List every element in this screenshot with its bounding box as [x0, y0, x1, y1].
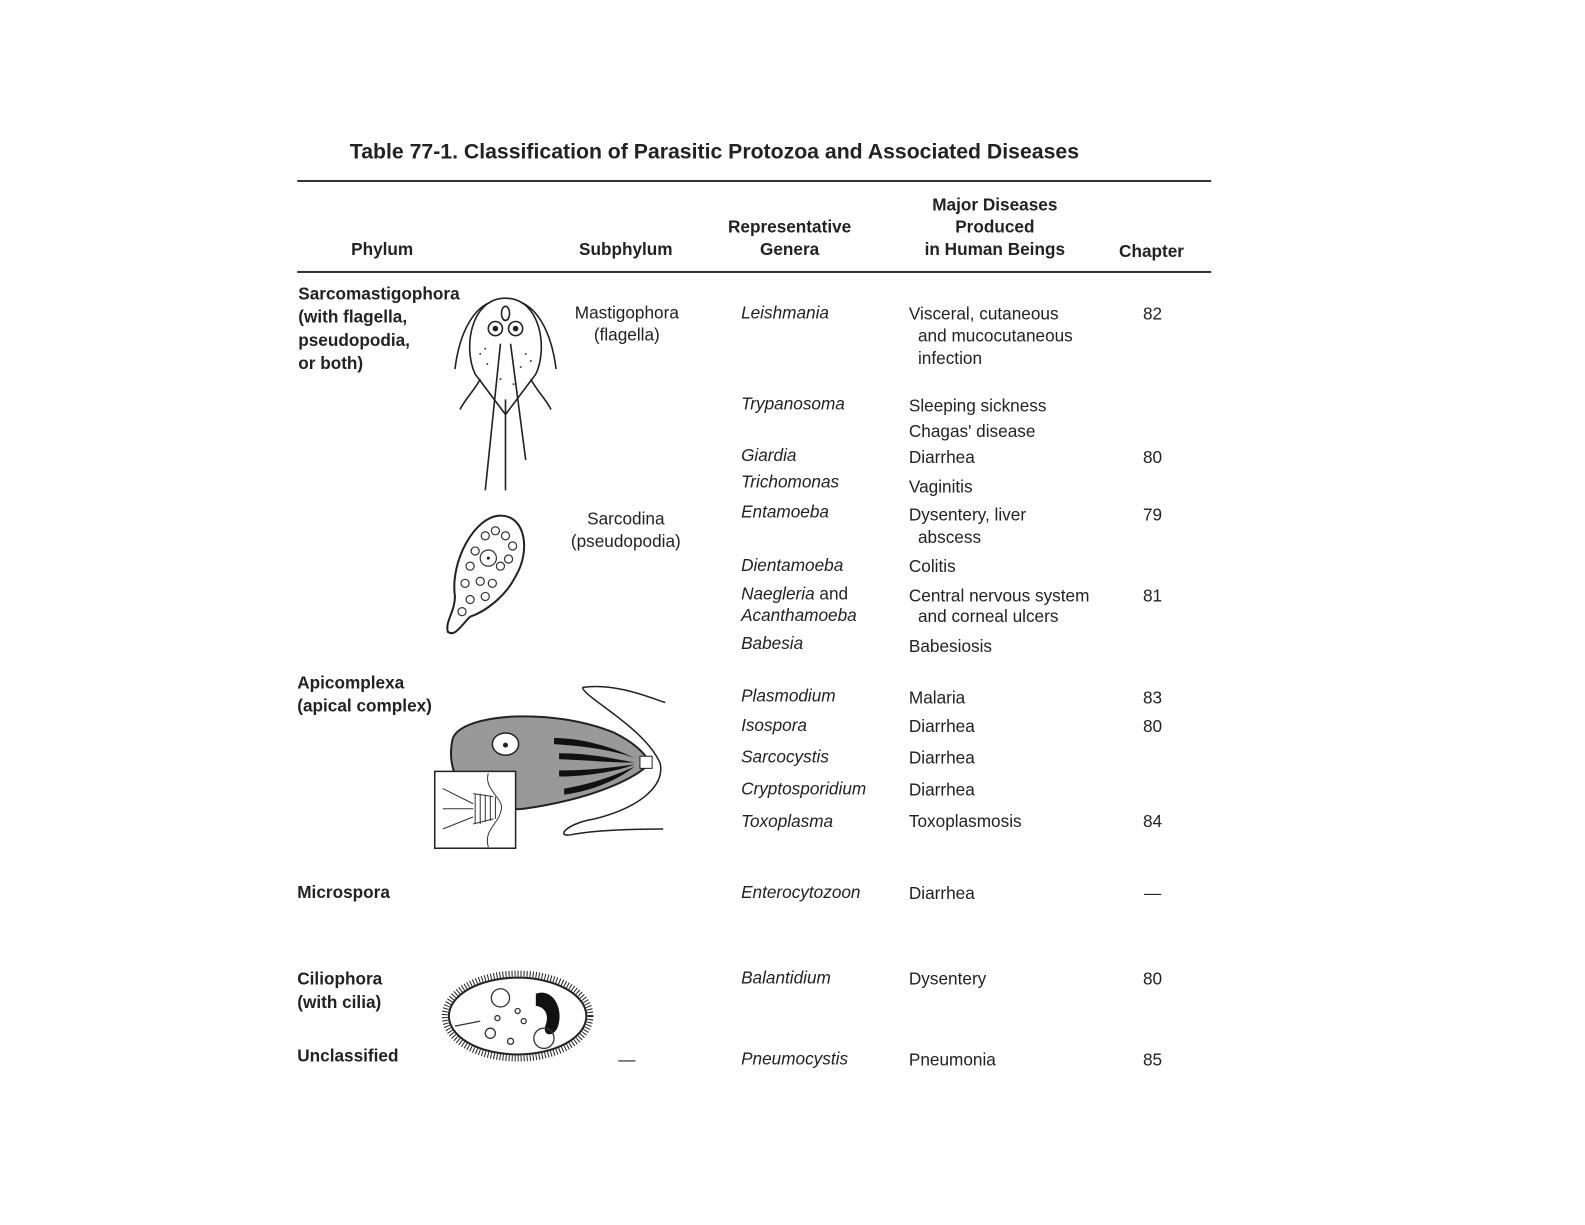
genus: Plasmodium	[741, 686, 836, 706]
header-phylum: Phylum	[351, 239, 414, 259]
genus-conjunction: and	[819, 584, 849, 604]
disease: Vaginitis	[908, 477, 973, 497]
disease: infection	[917, 348, 983, 369]
header-genera-1: Representative	[727, 217, 852, 237]
chapter: 79	[1142, 505, 1163, 525]
phylum-label: (apical complex)	[297, 696, 432, 716]
genus: Trypanosoma	[741, 394, 845, 414]
disease: Central nervous system	[908, 586, 1090, 606]
disease: abscess	[917, 527, 982, 547]
genus: Leishmania	[741, 303, 829, 323]
disease: and corneal ulcers	[917, 606, 1059, 626]
header-diseases-2: Produced	[955, 217, 1035, 237]
disease: Toxoplasmosis	[908, 811, 1022, 832]
chapter: 85	[1142, 1050, 1163, 1070]
disease: Malaria	[908, 688, 966, 708]
phylum-label: Sarcomastigophora	[298, 284, 460, 304]
chapter: 80	[1142, 716, 1163, 737]
table-title: Table 77-1. Classification of Parasitic Protozoa and Associated Diseases	[349, 140, 1080, 164]
disease: and mucocutaneous	[917, 326, 1073, 346]
genus: Trichomonas	[741, 472, 840, 492]
disease: Babesiosis	[908, 636, 993, 657]
disease: Pneumonia	[908, 1050, 996, 1070]
chapter: 82	[1142, 304, 1163, 324]
disease: Visceral, cutaneous	[908, 304, 1059, 324]
disease: Diarrhea	[908, 748, 975, 768]
subphylum-label: —	[618, 1050, 636, 1070]
genus: Giardia	[741, 445, 797, 466]
giardia-illustration	[445, 288, 566, 495]
header-diseases-1: Major Diseases	[932, 195, 1058, 215]
genus: Isospora	[741, 715, 807, 735]
disease: Diarrhea	[908, 447, 975, 468]
disease: Diarrhea	[908, 883, 975, 903]
amoeba-illustration	[440, 511, 531, 642]
disease: Diarrhea	[908, 780, 975, 800]
chapter: —	[1143, 883, 1162, 903]
genus: Toxoplasma	[741, 811, 834, 832]
genus: Pneumocystis	[741, 1049, 849, 1069]
subphylum-label: (pseudopodia)	[570, 531, 681, 551]
subphylum-label: Mastigophora	[574, 303, 679, 323]
ciliate-illustration	[435, 966, 602, 1072]
genus: Dientamoeba	[741, 556, 844, 576]
subphylum-label: (flagella)	[593, 325, 660, 345]
header-rule	[297, 271, 1211, 273]
chapter: 80	[1142, 969, 1163, 989]
chapter: 81	[1142, 586, 1163, 606]
chapter: 80	[1142, 447, 1163, 468]
header-chapter: Chapter	[1119, 241, 1184, 261]
phylum-label: Apicomplexa	[297, 673, 405, 693]
header-diseases-3: in Human Beings	[924, 239, 1066, 259]
genus: Acanthamoeba	[741, 605, 857, 625]
genus: Cryptosporidium	[741, 779, 867, 799]
disease: Colitis	[908, 557, 956, 577]
genus	[741, 583, 848, 605]
genus: Enterocytozoon	[741, 882, 861, 902]
disease: Dysentery, liver	[908, 505, 1027, 525]
phylum-label: Unclassified	[297, 1046, 399, 1066]
disease: Diarrhea	[908, 716, 975, 737]
disease: Sleeping sickness	[908, 396, 1047, 416]
phylum-label: Ciliophora	[297, 969, 383, 989]
chapter: 83	[1142, 688, 1163, 708]
genus: Balantidium	[741, 968, 831, 988]
phylum-label: pseudopodia,	[298, 330, 410, 350]
phylum-label: Microspora	[297, 882, 390, 902]
phylum-label: or both)	[298, 353, 364, 374]
subphylum-label: Sarcodina	[587, 509, 665, 529]
phylum-label: (with cilia)	[297, 992, 382, 1013]
genus: Sarcocystis	[741, 747, 829, 767]
header-genera-2: Genera	[759, 239, 820, 259]
top-rule	[297, 180, 1211, 182]
genus-name: Naegleria	[741, 584, 815, 604]
genus: Entamoeba	[741, 502, 829, 522]
phylum-label: (with flagella,	[298, 307, 408, 327]
disease: Chagas' disease	[908, 421, 1036, 441]
disease: Dysentery	[908, 969, 987, 989]
header-subphylum: Subphylum	[579, 239, 673, 259]
apicomplexa-illustration	[433, 677, 671, 851]
chapter: 84	[1142, 811, 1163, 832]
genus: Babesia	[741, 633, 804, 654]
